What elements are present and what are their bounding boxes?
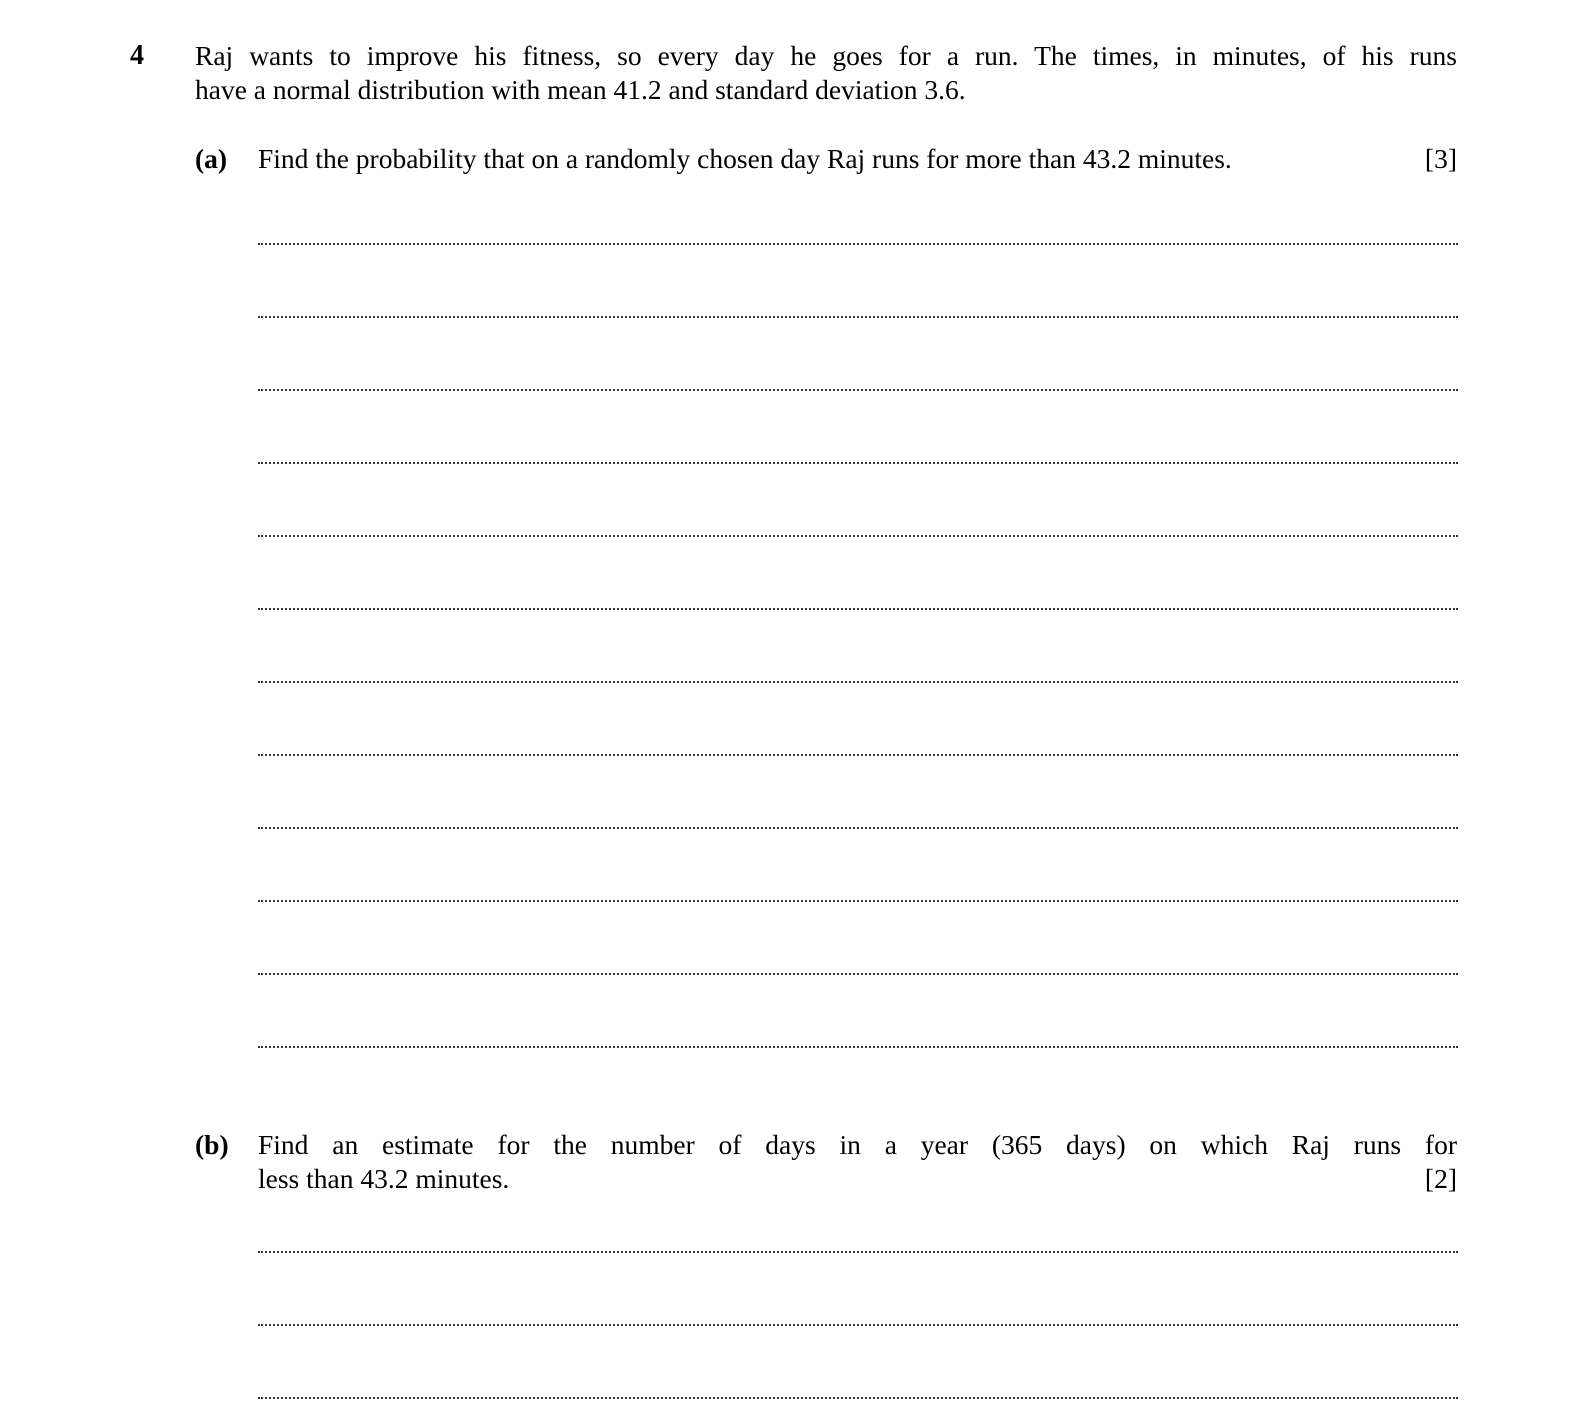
question-number: 4 bbox=[130, 40, 144, 71]
answer-line[interactable] bbox=[258, 1397, 1458, 1399]
answer-line[interactable] bbox=[258, 462, 1458, 464]
part-b-label: (b) bbox=[195, 1129, 229, 1160]
answer-line[interactable] bbox=[258, 243, 1458, 245]
part-a-marks: [3] bbox=[1424, 143, 1457, 174]
answer-line[interactable] bbox=[258, 1324, 1458, 1326]
answer-line[interactable] bbox=[258, 1046, 1458, 1048]
part-a-text: Find the probability that on a randomly chosen day Raj runs for more than 43.2 minutes. bbox=[258, 143, 1232, 174]
answer-line[interactable] bbox=[258, 1251, 1458, 1253]
part-a-label: (a) bbox=[195, 143, 228, 174]
answer-line[interactable] bbox=[258, 973, 1458, 975]
part-b-text-line-1: Find an estimate for the number of days in a year (365 days) on which Raj runs for bbox=[258, 1129, 1457, 1160]
answer-line[interactable] bbox=[258, 754, 1458, 756]
part-b-marks: [2] bbox=[1424, 1163, 1457, 1194]
answer-line[interactable] bbox=[258, 681, 1458, 683]
question-stem-line-1: Raj wants to improve his fitness, so every day he goes for a run. The times, in minutes, of his runs bbox=[195, 40, 1457, 71]
answer-line[interactable] bbox=[258, 827, 1458, 829]
answer-line[interactable] bbox=[258, 608, 1458, 610]
answer-line[interactable] bbox=[258, 900, 1458, 902]
answer-line[interactable] bbox=[258, 316, 1458, 318]
question-stem bbox=[195, 39, 1457, 107]
answer-line[interactable] bbox=[258, 535, 1458, 537]
question-stem-line-2: have a normal distribution with mean 41.2 and standard deviation 3.6. bbox=[195, 74, 966, 105]
part-b-text-line-2: less than 43.2 minutes. bbox=[258, 1163, 510, 1194]
answer-line[interactable] bbox=[258, 389, 1458, 391]
